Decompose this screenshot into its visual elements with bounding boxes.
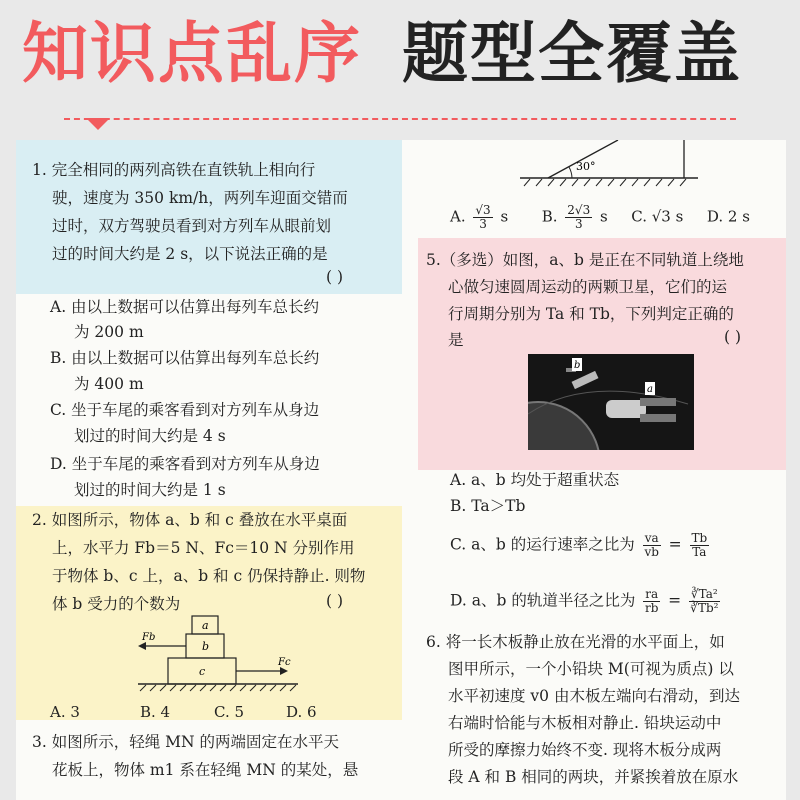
q3-option-b-unit: s [600, 207, 608, 226]
q3-option-a-prefix: A. [450, 207, 466, 226]
block-c-label: c [199, 665, 206, 678]
banner-right-title: 题型全覆盖 [402, 15, 742, 92]
q1-option-a-cont: 为 200 m [74, 323, 144, 341]
q5-answer-bracket: ( ) [724, 328, 742, 346]
q6-line: 水平初速度 v0 由木板左端向右滑动，到达 [448, 687, 740, 705]
satellite-a-label: a [647, 384, 653, 395]
q3-option-c: C. √3 s [631, 207, 684, 226]
q5-line: 5.（多选）如图，a、b 是正在不同轨道上绕地 [426, 251, 744, 269]
q3-option-a-unit: s [500, 207, 509, 226]
q3-option-a-fraction: $\frac{√3}{3}$ [475, 203, 491, 231]
q1-line: 驶，速度为 350 km/h，两列车迎面交错而 [52, 189, 348, 207]
down-arrow-icon [86, 118, 110, 130]
q3-line: 3. 如图所示，轻绳 MN 的两端固定在水平天 [32, 733, 340, 751]
force-b-label: Fb [142, 632, 156, 643]
q5-line: 行周期分别为 Ta 和 Tb，下列判定正确的 [448, 305, 734, 323]
q1-option-b-cont: 为 400 m [74, 375, 144, 393]
q1-option-b: B. 由以上数据可以估算出每列车总长约 [50, 349, 320, 367]
block-a-label: a [202, 619, 209, 632]
exam-page [16, 140, 786, 800]
q6-line: 段 A 和 B 相同的两块，并紧挨着放在原水 [448, 768, 739, 786]
force-c-label: Fc [278, 657, 291, 668]
q3-incline-figure [514, 140, 704, 192]
q1-option-d-cont: 划过的时间大约是 1 s [74, 481, 226, 499]
q2-stacked-blocks-figure [132, 610, 302, 692]
q1-option-a: A. 由以上数据可以估算出每列车总长约 [50, 298, 320, 316]
q5-line: 心做匀速圆周运动的两颗卫星，它们的运 [448, 278, 728, 296]
q5-option-a: A. a、b 均处于超重状态 [450, 471, 620, 489]
q1-option-c-cont: 划过的时间大约是 4 s [74, 427, 226, 445]
q1-answer-bracket: ( ) [326, 268, 344, 286]
q3-option-b-fraction: $\frac{2√3}{3}$ [567, 203, 591, 231]
q1-line: 1. 完全相同的两列高铁在直铁轨上相向行 [32, 161, 316, 179]
q2-option-b: B. 4 [140, 703, 171, 721]
q5-option-c: C. a、b 的运行速率之比为 $\frac{va}{vb}$ = $\frac{Tb}{Ta}$ [450, 531, 708, 559]
q2-option-d: D. 6 [286, 703, 317, 721]
banner-left-title: 知识点乱序 [22, 15, 362, 92]
banner [0, 0, 800, 118]
q5-satellite-photo [528, 354, 694, 450]
q2-option-c: C. 5 [214, 703, 245, 721]
q2-line: 上，水平力 Fb＝5 N、Fc＝10 N 分别作用 [52, 539, 355, 557]
dashed-divider [64, 118, 736, 120]
q1-option-d: D. 坐于车尾的乘客看到对方列车从身边 [50, 455, 320, 473]
q2-line: 体 b 受力的个数为 [52, 595, 181, 613]
q6-line: 右端时恰能与木板相对静止. 铅块运动中 [448, 714, 722, 732]
q1-option-c: C. 坐于车尾的乘客看到对方列车从身边 [50, 401, 320, 419]
q2-line: 于物体 b、c 上，a、b 和 c 仍保持静止. 则物 [52, 567, 366, 585]
q3-option-d: D. 2 s [706, 207, 750, 226]
q1-line: 过时，双方驾驶员看到对方列车从眼前划 [52, 217, 332, 235]
q5-line: 是 [448, 331, 464, 349]
q6-line: 图甲所示，一个小铅块 M(可视为质点) 以 [448, 660, 734, 678]
q3-option-b-prefix: B. [541, 207, 558, 226]
q2-answer-bracket: ( ) [326, 592, 344, 610]
q2-line: 2. 如图所示，物体 a、b 和 c 叠放在水平桌面 [32, 511, 348, 529]
q6-line: 所受的摩擦力始终不变. 现将木板分成两 [448, 741, 722, 759]
block-b-label: b [202, 640, 210, 653]
q5-option-b: B. Ta＞Tb [450, 497, 526, 515]
q3-options [450, 204, 750, 231]
q2-option-a: A. 3 [50, 703, 80, 721]
angle-label: 30° [576, 160, 596, 173]
q3-line: 花板上，物体 m1 系在轻绳 MN 的某处，悬 [52, 761, 359, 779]
q1-line: 过的时间大约是 2 s，以下说法正确的是 [52, 245, 328, 263]
satellite-b-label: b [574, 360, 581, 371]
q5-option-d: D. a、b 的轨道半径之比为 $\frac{ra}{rb}$ = $\frac{\text{∛Ta²}}{\text{∛Tb²}}$ [450, 587, 719, 615]
q6-line: 6. 将一长木板静止放在光滑的水平面上，如 [426, 633, 725, 651]
